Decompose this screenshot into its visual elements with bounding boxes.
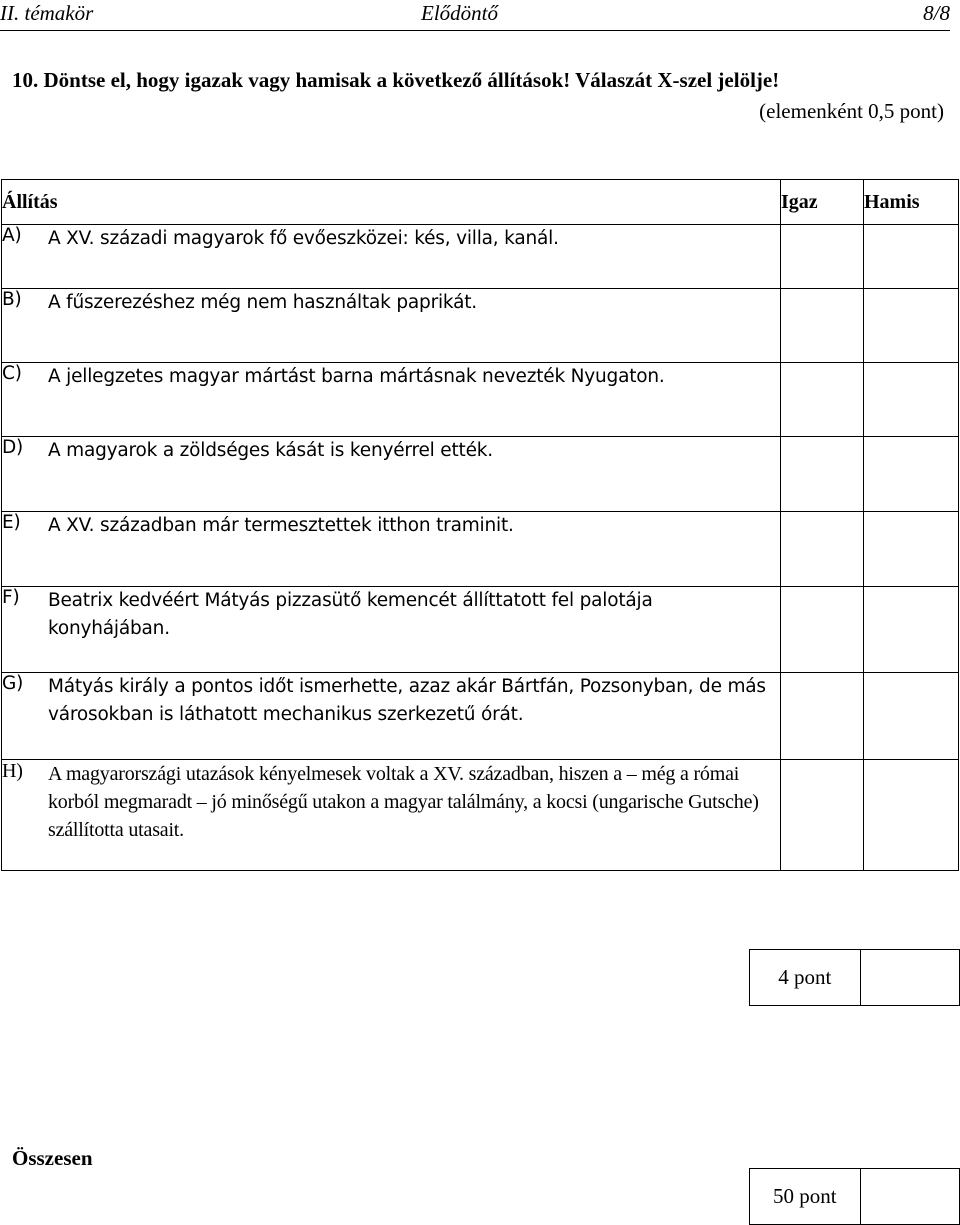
table-row: [2, 289, 959, 363]
statement-text: A fűszerezéshez még nem használtak paprikát.: [48, 292, 477, 313]
table-row: [2, 363, 959, 437]
statement-cell: [2, 673, 781, 760]
statement-letter: B): [2, 289, 22, 310]
question-score-box: [749, 949, 960, 1006]
table-header-row: [2, 180, 959, 225]
true-checkbox[interactable]: [781, 587, 864, 673]
true-checkbox[interactable]: [781, 673, 864, 760]
statements-table: [1, 179, 959, 871]
statement-cell: [2, 512, 781, 587]
true-checkbox[interactable]: [781, 437, 864, 512]
statement-text: A jellegzetes magyar mártást barna mártásnak nevezték Nyugaton.: [48, 366, 665, 387]
statement-letter: H): [2, 760, 23, 782]
header-page-number: 8/8: [923, 1, 950, 25]
false-checkbox[interactable]: [864, 363, 959, 437]
table-row: [2, 512, 959, 587]
statement-text: A XV. századi magyarok fő evőeszközei: kés, villa, kanál.: [48, 228, 559, 249]
false-checkbox[interactable]: [864, 760, 959, 871]
column-header-true: Igaz: [781, 180, 864, 225]
statement-cell: [2, 225, 781, 289]
statement-text: A magyarok a zöldséges kását is kenyérrel ették.: [48, 440, 493, 461]
true-checkbox[interactable]: [781, 512, 864, 587]
statement-letter: A): [2, 225, 22, 246]
statement-cell: [2, 437, 781, 512]
true-checkbox[interactable]: [781, 363, 864, 437]
total-label: Összesen: [12, 1146, 93, 1170]
table-row: [2, 673, 959, 760]
column-header-false: Hamis: [864, 180, 959, 225]
table-row: [2, 587, 959, 673]
statement-letter: C): [2, 363, 22, 384]
statement-letter: F): [2, 587, 20, 608]
header-round: Elődöntő: [421, 1, 498, 25]
column-header-statement: Állítás: [2, 180, 781, 225]
statement-text: Mátyás király a pontos időt ismerhette, azaz akár Bártfán, Pozsonyban, de más városokban is láthatott mechanikus szerkezetű órát.: [48, 676, 766, 725]
table-row: [2, 225, 959, 289]
statement-cell: [2, 289, 781, 363]
true-checkbox[interactable]: [781, 289, 864, 363]
page-header: [0, 0, 960, 28]
true-checkbox[interactable]: [781, 225, 864, 289]
statement-cell: [2, 587, 781, 673]
total-points-label: 50 pont: [750, 1169, 861, 1225]
false-checkbox[interactable]: [864, 673, 959, 760]
table-row: [2, 760, 959, 871]
statement-letter: E): [2, 512, 21, 533]
header-divider: [0, 30, 950, 31]
question-points: (elemenként 0,5 pont): [759, 99, 944, 123]
score-input[interactable]: [860, 950, 959, 1006]
total-score-box: [749, 1168, 960, 1225]
statement-letter: D): [2, 437, 24, 458]
false-checkbox[interactable]: [864, 289, 959, 363]
statement-cell: [2, 760, 781, 871]
statement-text: A magyarországi utazások kényelmesek voltak a XV. században, hiszen a – még a római korból megmaradt – jó minőségű utakon a magyar találmány, a kocsi (ungarische Gutsche) szállította utasait.: [48, 763, 759, 841]
statement-cell: [2, 363, 781, 437]
header-topic: II. témakör: [0, 1, 94, 25]
false-checkbox[interactable]: [864, 225, 959, 289]
total-score-input[interactable]: [860, 1169, 959, 1225]
false-checkbox[interactable]: [864, 437, 959, 512]
false-checkbox[interactable]: [864, 587, 959, 673]
question-title: 10. Döntse el, hogy igazak vagy hamisak a következő állítások! Válaszát X-szel jelölje!: [12, 68, 780, 92]
statement-letter: G): [2, 673, 24, 694]
true-checkbox[interactable]: [781, 760, 864, 871]
statement-text: Beatrix kedvéért Mátyás pizzasütő kemencét állíttatott fel palotája konyhájában.: [48, 590, 653, 639]
table-row: [2, 437, 959, 512]
statement-text: A XV. században már termesztettek itthon traminit.: [48, 515, 514, 536]
score-label: 4 pont: [750, 950, 861, 1006]
false-checkbox[interactable]: [864, 512, 959, 587]
